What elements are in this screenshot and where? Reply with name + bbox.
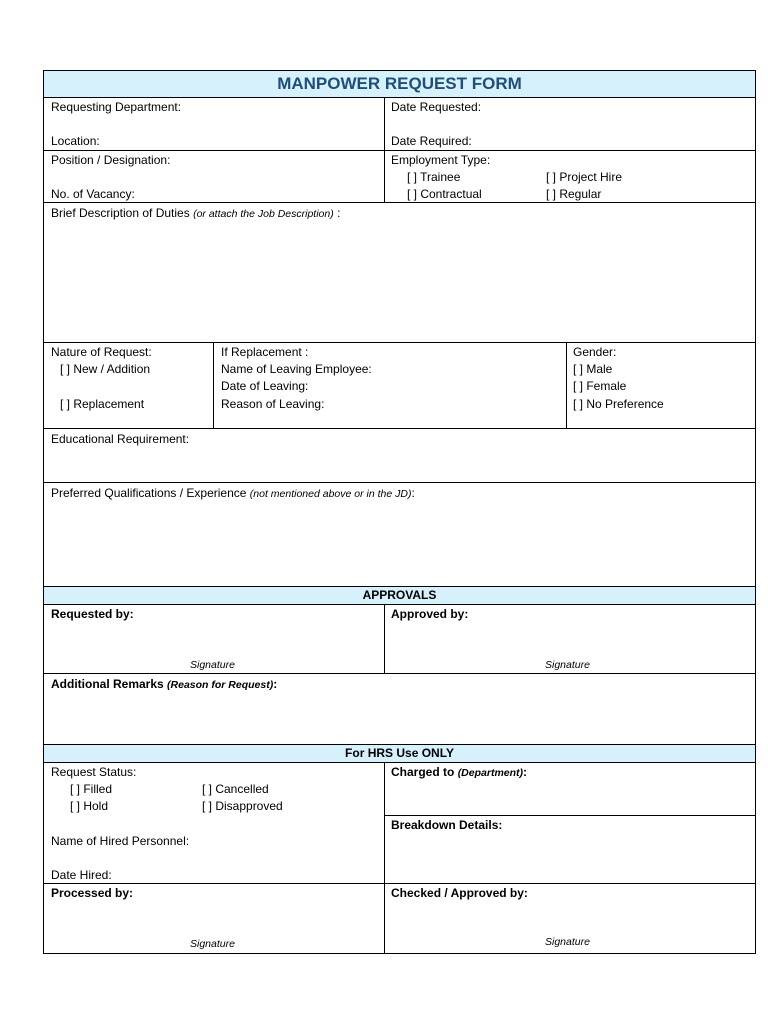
department-row	[44, 97, 755, 150]
checked-by-label: Checked / Approved by:	[391, 886, 528, 900]
gender-label: Gender:	[573, 345, 617, 359]
approvals-row	[44, 604, 755, 673]
processed-by-label: Processed by:	[51, 886, 134, 900]
qualifications-label-text: Preferred Qualifications / Experience	[51, 486, 247, 500]
hold-checkbox[interactable]: [ ] Hold	[70, 799, 109, 813]
hrs-band	[44, 744, 755, 762]
hrs-status-row	[44, 762, 755, 883]
approved-by-signature: Signature	[545, 659, 590, 671]
approvals-band	[44, 586, 755, 604]
duties-note: (or attach the Job Description)	[193, 208, 334, 220]
new-addition-checkbox[interactable]: [ ] New / Addition	[60, 362, 151, 376]
date-hired-label: Date Hired:	[51, 868, 112, 882]
department-cell[interactable]	[44, 98, 384, 150]
replacement-info-cell[interactable]	[213, 343, 566, 428]
breakdown-cell[interactable]	[385, 815, 755, 883]
date-requested-label: Date Requested:	[391, 100, 482, 114]
manpower-request-form	[43, 70, 756, 954]
filled-checkbox[interactable]: [ ] Filled	[70, 782, 113, 796]
education-label: Educational Requirement:	[51, 432, 190, 446]
remarks-row[interactable]	[44, 673, 755, 744]
employment-type-cell	[384, 151, 755, 202]
processing-row	[44, 883, 755, 954]
approvals-heading: APPROVALS	[362, 588, 437, 602]
charged-to-note: (Department)	[457, 767, 524, 779]
project-hire-checkbox[interactable]: [ ] Project Hire	[546, 170, 623, 184]
processed-by-signature: Signature	[190, 938, 235, 950]
qualifications-row[interactable]	[44, 482, 755, 586]
requested-by-cell[interactable]	[44, 605, 384, 673]
if-replacement-label: If Replacement :	[221, 345, 309, 359]
duties-suffix: :	[333, 206, 341, 220]
breakdown-label: Breakdown Details:	[391, 818, 503, 832]
duties-label	[51, 206, 340, 221]
requesting-department-label: Requesting Department:	[51, 100, 182, 114]
approved-by-label: Approved by:	[391, 607, 469, 621]
duties-row[interactable]	[44, 202, 755, 342]
charged-to-label	[391, 765, 527, 780]
qualifications-suffix: :	[411, 486, 415, 500]
contractual-checkbox[interactable]: [ ] Contractual	[407, 187, 482, 201]
remarks-suffix: :	[273, 677, 278, 691]
location-label: Location:	[51, 134, 100, 148]
checked-by-cell[interactable]	[384, 884, 755, 953]
request-status-cell	[44, 763, 384, 883]
gender-cell	[566, 343, 755, 428]
charged-to-text: Charged to	[391, 765, 455, 779]
reason-of-leaving-label: Reason of Leaving:	[221, 397, 325, 411]
remarks-note: (Reason for Request)	[167, 679, 274, 691]
position-designation-label: Position / Designation:	[51, 153, 171, 167]
no-of-vacancy-label: No. of Vacancy:	[51, 187, 135, 201]
approved-by-cell[interactable]	[384, 605, 755, 673]
education-row[interactable]	[44, 428, 755, 482]
remarks-label-text: Additional Remarks	[51, 677, 164, 691]
charged-to-cell[interactable]	[385, 763, 755, 815]
no-preference-checkbox[interactable]: [ ] No Preference	[573, 397, 664, 411]
female-checkbox[interactable]: [ ] Female	[573, 379, 627, 393]
position-cell[interactable]	[44, 151, 384, 202]
disapproved-checkbox[interactable]: [ ] Disapproved	[202, 799, 283, 813]
hrs-heading: For HRS Use ONLY	[345, 746, 454, 760]
male-checkbox[interactable]: [ ] Male	[573, 362, 613, 376]
cancelled-checkbox[interactable]: [ ] Cancelled	[202, 782, 269, 796]
checked-by-signature: Signature	[545, 936, 590, 948]
nature-row	[44, 342, 755, 428]
remarks-label	[51, 677, 277, 692]
replacement-checkbox[interactable]: [ ] Replacement	[60, 397, 145, 411]
leaving-employee-label: Name of Leaving Employee:	[221, 362, 372, 376]
trainee-checkbox[interactable]: [ ] Trainee	[407, 170, 461, 184]
requested-by-signature: Signature	[190, 659, 235, 671]
title-band	[44, 70, 755, 97]
duties-label-text: Brief Description of Duties	[51, 206, 190, 220]
date-of-leaving-label: Date of Leaving:	[221, 379, 309, 393]
nature-label: Nature of Request:	[51, 345, 152, 359]
date-required-label: Date Required:	[391, 134, 472, 148]
request-status-label: Request Status:	[51, 765, 137, 779]
requested-by-label: Requested by:	[51, 607, 134, 621]
qualifications-label	[51, 486, 415, 501]
employment-type-label: Employment Type:	[391, 153, 491, 167]
charged-to-suffix: :	[523, 765, 528, 779]
charged-breakdown-cell	[384, 763, 755, 883]
form-title: MANPOWER REQUEST FORM	[277, 74, 522, 93]
qualifications-note: (not mentioned above or in the JD)	[249, 488, 412, 500]
hired-personnel-label: Name of Hired Personnel:	[51, 834, 190, 848]
regular-checkbox[interactable]: [ ] Regular	[546, 187, 602, 201]
dates-cell[interactable]	[384, 98, 755, 150]
position-row	[44, 150, 755, 202]
nature-cell	[44, 343, 213, 428]
processed-by-cell[interactable]	[44, 884, 384, 953]
